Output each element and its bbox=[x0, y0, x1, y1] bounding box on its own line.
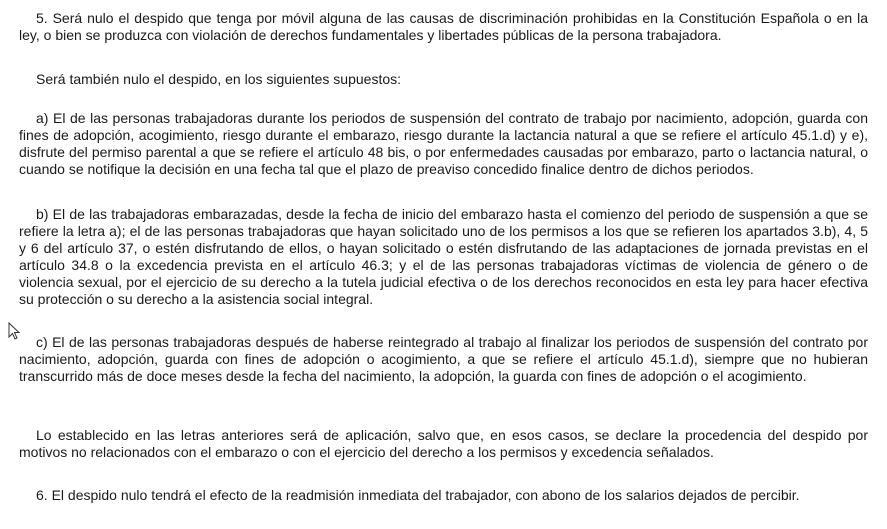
mouse-cursor-icon bbox=[8, 322, 20, 340]
paragraph-supuestos-intro: Será también nulo el despido, en los siguientes supuestos: bbox=[36, 71, 402, 87]
paragraph-6: 6. El despido nulo tendrá el efecto de la readmisión inmediata del trabajador, con abono de los salarios dejados de percibir. bbox=[36, 487, 800, 503]
paragraph-5: 5. Será nulo el despido que tenga por móvil alguna de las causas de discriminación prohibidas en la Constitución Española o en la ley, o bien se produzca con violación de derechos fundamentales y libertades públicas de la persona trabajadora. bbox=[19, 10, 868, 43]
paragraph-exception: Lo establecido en las letras anteriores será de aplicación, salvo que, en esos casos, se declare la procedencia del despido por motivos no relacionados con el embarazo o con el ejercicio del derecho a los permisos y excedencia señalados. bbox=[19, 427, 868, 460]
paragraph-a: a) El de las personas trabajadoras durante los periodos de suspensión del contrato de trabajo por nacimiento, adopción, guarda con fines de adopción, acogimiento, riesgo durante el embarazo, riesgo durante la lactancia natural a que se refiere el artículo 45.1.d) y e), disfrute del permiso parental a que se refiere el artículo 48 bis, o por enfermedades causadas por embarazo, parto o lactancia natural, o cuando se notifique la decisión en una fecha tal que el plazo de preaviso concedido finalice dentro de dichos periodos. bbox=[19, 110, 868, 177]
paragraph-b: b) El de las trabajadoras embarazadas, desde la fecha de inicio del embarazo hasta el comienzo del periodo de suspensión a que se refiere la letra a); el de las personas trabajadoras que hayan solicitado uno de los permisos a los que se refieren los apartados 3.b), 4, 5 y 6 del artículo 37, o estén disfrutando de ellos, o hayan solicitado o estén disfrutando de las adaptaciones de jornada previstas en el artículo 34.8 o la excedencia prevista en el artículo 46.3; y el de las personas trabajadoras víctimas de violencia de género o de violencia sexual, por el ejercicio de su derecho a la tutela judicial efectiva o de los derechos reconocidos en esta ley para hacer efectiva su protección o su derecho a la asistencia social integral. bbox=[19, 206, 868, 307]
paragraph-c: c) El de las personas trabajadoras después de haberse reintegrado al trabajo al finalizar los periodos de suspensión del contrato por nacimiento, adopción, guarda con fines de adopción o acogimiento, a que se refiere el artículo 45.1.d), siempre que no hubieran transcurrido más de doce meses desde la fecha del nacimiento, la adopción, la guarda con fines de adopción o el acogimiento. bbox=[19, 334, 868, 384]
